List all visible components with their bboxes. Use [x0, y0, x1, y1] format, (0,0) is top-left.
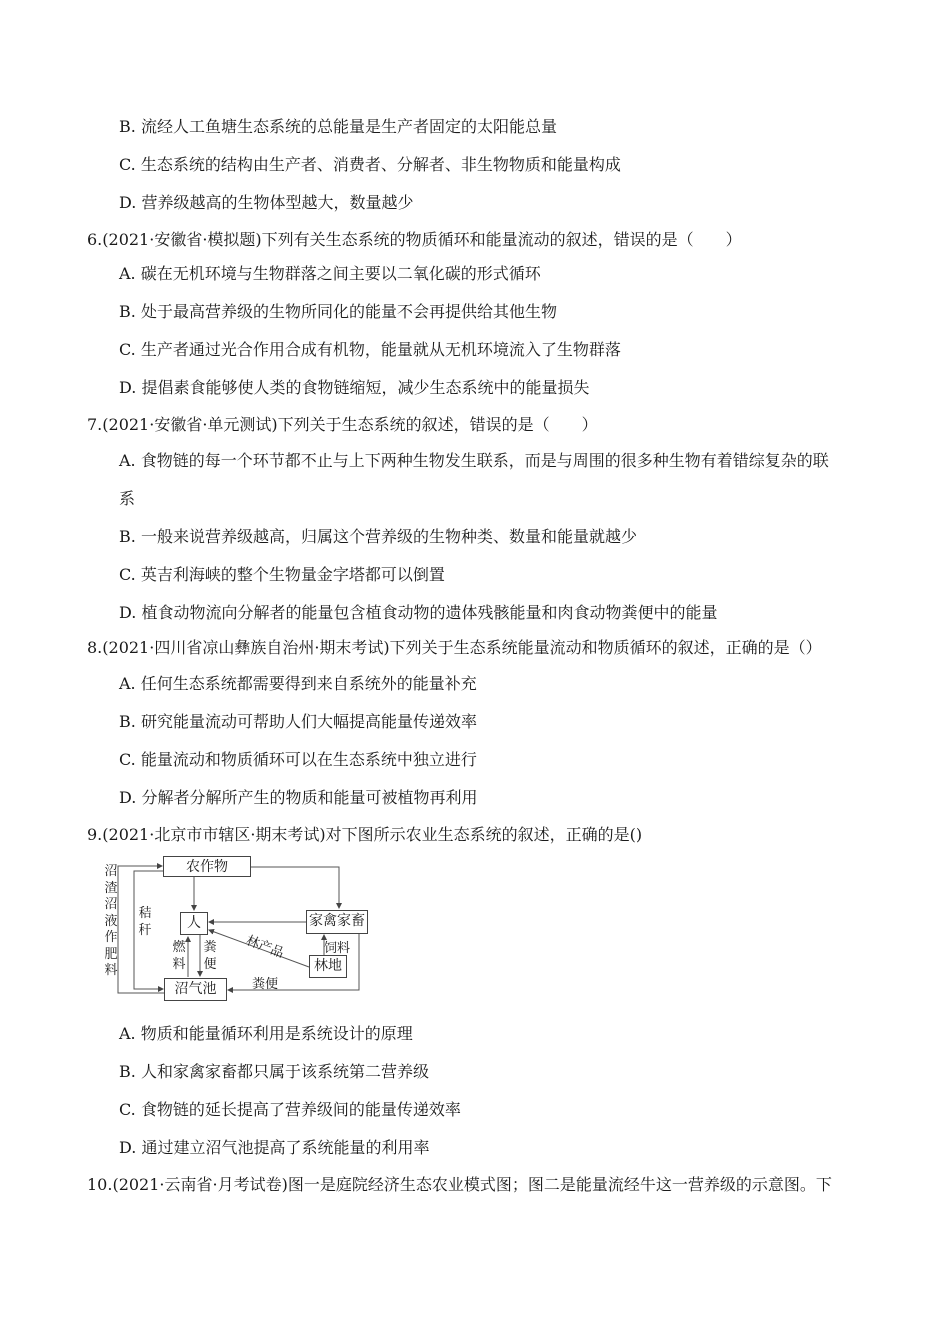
- q10-stem: 10.(2021·云南省·月考试卷)图一是庭院经济生态农业模式图；图二是能量流经牛这一营养级的示意图。下: [87, 1175, 832, 1194]
- label-forest-products: 林产品: [243, 933, 286, 962]
- label-residue-fertilizer: 沼渣沼液作肥料: [104, 864, 118, 978]
- label-feed: 饲料: [324, 941, 351, 956]
- q6-option-a: A. 碳在无机环境与生物群落之间主要以二氧化碳的形式循环: [119, 264, 541, 283]
- q8-option-a: A. 任何生态系统都需要得到来自系统外的能量补充: [119, 674, 477, 693]
- q5-option-d: D. 营养级越高的生物体型越大，数量越少: [119, 193, 414, 212]
- q9-option-c: C. 食物链的延长提高了营养级间的能量传递效率: [119, 1100, 461, 1119]
- node-livestock: 家禽家畜: [306, 910, 368, 934]
- node-human: 人: [180, 912, 208, 935]
- q7-option-b: B. 一般来说营养级越高，归属这个营养级的生物种类、数量和能量就越少: [119, 527, 637, 546]
- q7-stem: 7.(2021·安徽省·单元测试)下列关于生态系统的叙述，错误的是（ ）: [87, 415, 598, 434]
- q9-option-d: D. 通过建立沼气池提高了系统能量的利用率: [119, 1138, 430, 1157]
- q7-option-c: C. 英吉利海峡的整个生物量金字塔都可以倒置: [119, 565, 445, 584]
- agro-ecosystem-diagram: [104, 850, 372, 1002]
- label-fuel: 燃料: [172, 940, 186, 972]
- q6-option-c: C. 生产者通过光合作用合成有机物，能量就从无机环境流入了生物群落: [119, 340, 621, 359]
- q7-option-a-continued: 系: [119, 489, 136, 508]
- node-forest: 林地: [309, 955, 347, 978]
- q8-stem: 8.(2021·四川省凉山彝族自治州·期末考试)下列关于生态系统能量流动和物质循环的叙述，正确的是（）: [87, 638, 822, 657]
- q6-option-d: D. 提倡素食能够使人类的食物链缩短，减少生态系统中的能量损失: [119, 378, 590, 397]
- label-straw: 秸秆: [138, 906, 152, 938]
- q8-option-d: D. 分解者分解所产生的物质和能量可被植物再利用: [119, 788, 478, 807]
- q5-option-b: B. 流经人工鱼塘生态系统的总能量是生产者固定的太阳能总量: [119, 117, 557, 136]
- q9-stem: 9.(2021·北京市市辖区·期末考试)对下图所示农业生态系统的叙述，正确的是(): [87, 825, 643, 844]
- q8-option-c: C. 能量流动和物质循环可以在生态系统中独立进行: [119, 750, 477, 769]
- q8-option-b: B. 研究能量流动可帮助人们大幅提高能量传递效率: [119, 712, 477, 731]
- q9-option-a: A. 物质和能量循环利用是系统设计的原理: [119, 1024, 413, 1043]
- q7-option-d: D. 植食动物流向分解者的能量包含植食动物的遗体残骸能量和肉食动物粪便中的能量: [119, 603, 718, 622]
- label-feces-livestock: 粪便: [252, 977, 279, 992]
- q9-option-b: B. 人和家禽家畜都只属于该系统第二营养级: [119, 1062, 429, 1081]
- q5-option-c: C. 生态系统的结构由生产者、消费者、分解者、非生物物质和能量构成: [119, 155, 621, 174]
- node-biogas: 沼气池: [164, 978, 227, 1001]
- q6-option-b: B. 处于最高营养级的生物所同化的能量不会再提供给其他生物: [119, 302, 557, 321]
- node-crops: 农作物: [163, 856, 251, 877]
- label-feces-human: 粪便: [203, 940, 217, 972]
- q7-option-a: A. 食物链的每一个环节都不止与上下两种生物发生联系，而是与周围的很多种生物有着错综复杂的联: [119, 451, 829, 470]
- q6-stem: 6.(2021·安徽省·模拟题)下列有关生态系统的物质循环和能量流动的叙述，错误的是（ ）: [87, 230, 742, 249]
